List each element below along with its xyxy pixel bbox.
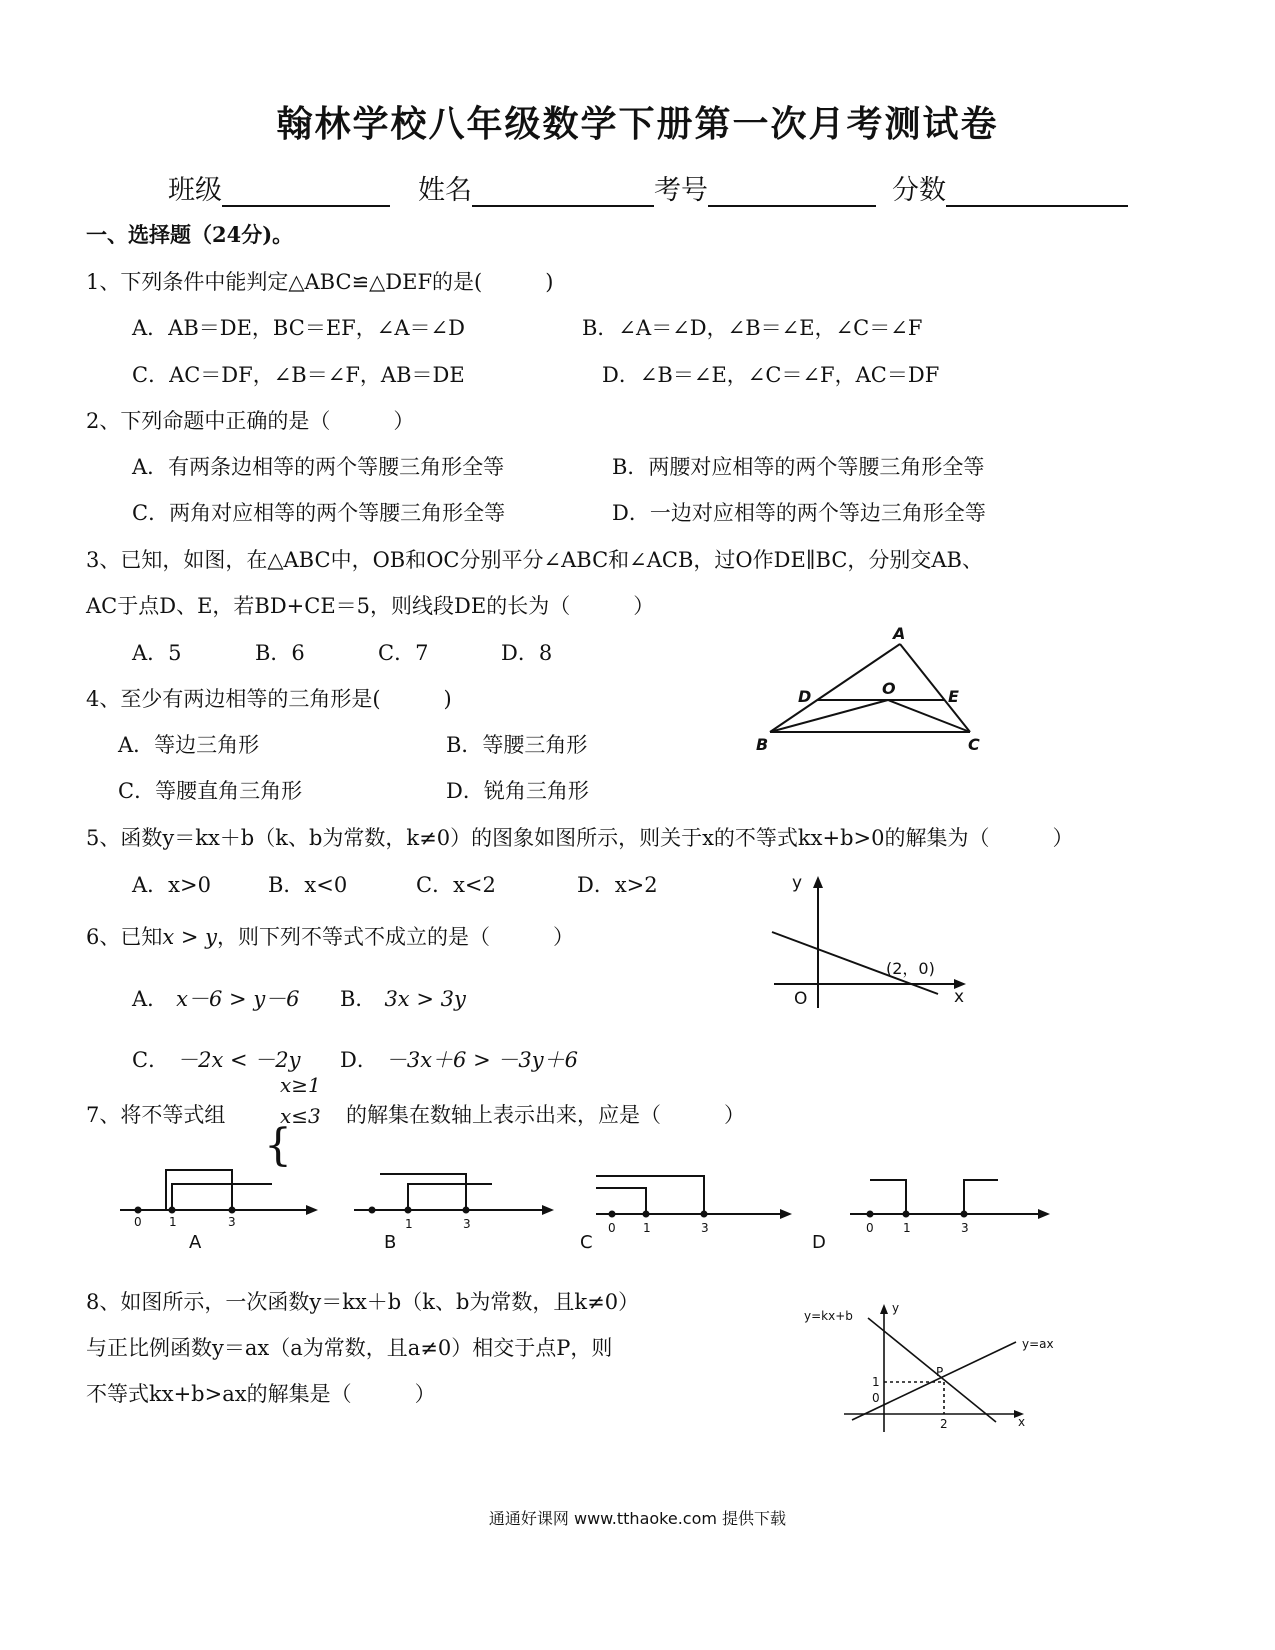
section-heading: 一、选择题（24分)。 [86,222,294,247]
q4-option-d[interactable]: D．锐角三角形 [446,779,589,803]
q3-option-d[interactable]: D．8 [501,641,553,665]
class-label: 班级 [168,175,222,206]
q6-option-b[interactable] [340,983,466,1013]
q4-option-b[interactable]: B．等腰三角形 [446,733,588,757]
choice-label-b: B [384,1232,397,1253]
triangle-figure [750,622,1000,757]
class-blank[interactable] [222,179,390,207]
label-d: D [798,687,812,706]
q1-stem: 1、下列条件中能判定△ABC≌△DEF的是( ) [86,270,554,294]
linear-graph-figure [766,870,986,1015]
tick-a-0: 0 [134,1215,142,1229]
tick-c-3: 3 [701,1221,709,1235]
q2-option-b[interactable]: B．两腰对应相等的两个等腰三角形全等 [612,455,985,479]
name-blank[interactable] [472,179,654,207]
q6-b-expr: 3x > 3y [384,987,466,1011]
q6-stem-c: ，则下列不等式不成立的是（ ） [217,925,575,949]
system-line-2: x≤3 [280,1104,321,1128]
info-class [168,168,390,207]
system-brace: { [264,1120,292,1171]
label-x8: x [1018,1415,1026,1429]
choice-label-c: C [580,1232,593,1253]
q5-option-d[interactable]: D．x>2 [577,873,658,897]
y-arrow-8 [880,1304,888,1314]
q3-option-c[interactable]: C．7 [378,641,429,665]
label-y8: y [892,1301,900,1315]
system-line-1: x≥1 [280,1073,321,1097]
x-label: x [954,987,965,1007]
tick-b-3: 3 [463,1217,471,1231]
q1-option-a[interactable]: A．AB＝DE，BC＝EF，∠A＝∠D [132,316,465,340]
label-e: E [948,687,959,706]
number-label: 考号 [654,175,708,206]
tick-c-1: 1 [643,1221,651,1235]
q5-stem: 5、函数y＝kx＋b（k、b为常数，k≠0）的图象如图所示，则关于x的不等式kx+b>0的解集为（ ） [86,826,1074,850]
page-title: 翰林学校八年级数学下册第一次月考测试卷 [276,103,999,145]
tick-a-1: 1 [169,1215,177,1229]
q4-option-c[interactable]: C．等腰直角三角形 [118,779,303,803]
label-ax: y=ax [1022,1337,1054,1351]
label-one: 1 [872,1375,880,1389]
q6-d-label: D． [340,1048,378,1072]
q4-option-a[interactable]: A．等边三角形 [118,733,260,757]
footer-credit: 通通好课网 www.tthaoke.com 提供下载 [488,1509,787,1528]
tick-d-0: 0 [866,1221,874,1235]
q4-stem: 4、至少有两边相等的三角形是( ) [86,687,452,711]
q6-a-label: A． [132,987,169,1011]
q3-line2: AC于点D、E，若BD+CE＝5，则线段DE的长为（ ） [86,594,655,618]
choice-label-d: D [812,1232,826,1253]
number-line-a[interactable] [120,1170,318,1215]
q3-option-b[interactable]: B．6 [255,641,305,665]
name-label: 姓名 [418,175,472,206]
label-two: 2 [940,1417,948,1431]
q2-option-c[interactable]: C．两角对应相等的两个等腰三角形全等 [132,501,506,525]
info-name [418,168,654,207]
q6-option-c[interactable] [132,1044,300,1074]
q1-option-b[interactable]: B．∠A＝∠D，∠B＝∠E，∠C＝∠F [582,316,923,340]
line-kx-b [868,1318,996,1422]
label-b: B [756,735,769,754]
label-kx-b: y=kx+b [804,1309,853,1323]
q6-condition: x > y [162,925,218,949]
q8-line1: 8、如图所示，一次函数y＝kx＋b（k、b为常数，且k≠0） [86,1290,640,1314]
tick-c-0: 0 [608,1221,616,1235]
choice-label-a: A [189,1232,202,1253]
q5-option-b[interactable]: B．x<0 [268,873,348,897]
q7-stem-b: 的解集在数轴上表示出来，应是（ ） [346,1103,745,1127]
q2-option-d[interactable]: D．一边对应相等的两个等边三角形全等 [612,501,986,525]
q6-d-expr: －3x＋6 > －3y＋6 [385,1048,578,1072]
q3-line1: 3、已知，如图，在△ABC中，OB和OC分别平分∠ABC和∠ACB，过O作DE∥BC，分别交AB、 [86,548,983,572]
number-line-d[interactable] [850,1180,1050,1219]
number-line-b[interactable] [354,1174,554,1215]
score-label: 分数 [892,175,946,206]
q3-option-a[interactable]: A．5 [132,641,182,665]
tick-a-3: 3 [228,1215,236,1229]
tick-d-3: 3 [961,1221,969,1235]
q6-c-label: C． [132,1048,170,1072]
origin-label: O [794,989,808,1009]
q5-option-a[interactable]: A．x>0 [132,873,211,897]
q6-option-d[interactable] [340,1044,578,1074]
intersection-graph-figure [800,1298,1070,1438]
label-o: O [882,679,896,698]
q8-line2: 与正比例函数y＝ax（a为常数，且a≠0）相交于点P，则 [86,1336,613,1360]
info-score [892,168,1128,207]
q8-line3: 不等式kx+b>ax的解集是（ ） [86,1382,436,1406]
tick-b-1: 1 [405,1217,413,1231]
y-arrow [813,876,823,888]
q1-option-d[interactable]: D．∠B＝∠E，∠C＝∠F，AC＝DF [602,363,940,387]
q6-b-label: B． [340,987,377,1011]
q6-c-expr: －2x < －2y [177,1048,301,1072]
label-p: P [936,1365,944,1379]
q6-stem [86,921,574,951]
score-blank[interactable] [946,179,1128,207]
tick-d-1: 1 [903,1221,911,1235]
side-ab [770,644,900,732]
q2-stem: 2、下列命题中正确的是（ ） [86,409,415,433]
q7-stem-a: 7、将不等式组 [86,1103,226,1127]
q5-option-c[interactable]: C．x<2 [416,873,496,897]
label-c: C [968,735,980,754]
number-blank[interactable] [708,179,876,207]
q6-a-expr: x－6 > y－6 [176,987,300,1011]
q6-stem-a: 6、已知 [86,925,163,949]
q2-option-a[interactable]: A．有两条边相等的两个等腰三角形全等 [132,455,505,479]
label-a: A [893,624,906,643]
y-label: y [792,873,803,893]
number-lines-figure [86,1160,1066,1255]
number-line-c[interactable] [596,1176,792,1219]
segment-bo [770,700,888,732]
q1-option-c[interactable]: C．AC＝DF，∠B＝∠F，AB＝DE [132,363,465,387]
intercept-label: (2，0) [886,959,935,978]
q6-option-a[interactable] [132,983,300,1013]
info-number [654,168,876,207]
label-zero: 0 [872,1391,880,1405]
